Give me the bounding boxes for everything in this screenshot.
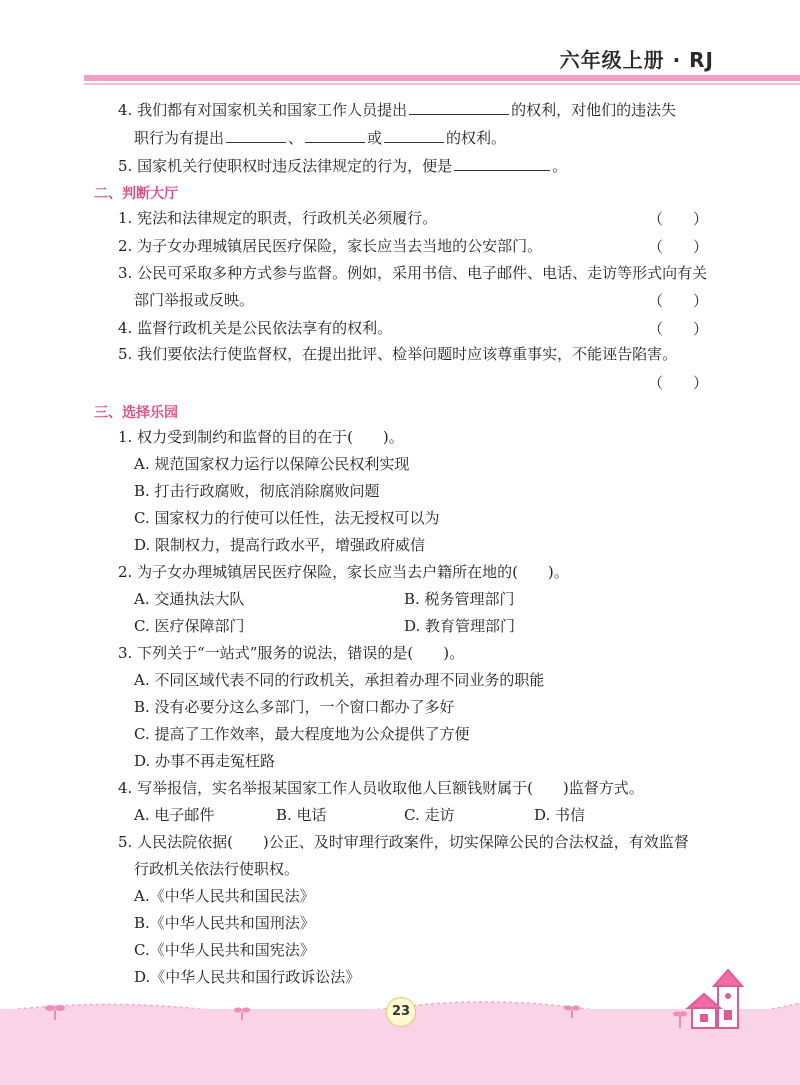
judge-answer-paren-2[interactable]: （ ） <box>647 238 708 256</box>
choice-q2-option-d[interactable]: D. 教育管理部门 <box>404 617 516 635</box>
choice-q3-option-a[interactable]: A. 不同区域代表不同的行政机关，承担着办理不同业务的职能 <box>134 671 545 689</box>
choice-q1-option-b[interactable]: B. 打击行政腐败，彻底消除腐败问题 <box>134 482 380 500</box>
sprout-icon <box>230 1004 254 1020</box>
fill-q4-line1 <box>118 98 676 120</box>
choice-q1-option-c[interactable]: C. 国家权力的行使可以任性，法无授权可以为 <box>134 509 440 527</box>
fill-q5-text-b: 。 <box>552 157 568 175</box>
choice-q4-option-d[interactable]: D. 书信 <box>534 806 586 824</box>
choice-q4-option-b[interactable]: B. 电话 <box>276 806 327 824</box>
header-divider-thin <box>84 83 800 85</box>
choice-q3-option-d[interactable]: D. 办事不再走冤枉路 <box>134 752 276 770</box>
fill-q4-text-a: 4. 我们都有对国家机关和国家工作人员提出 <box>118 101 408 119</box>
fill-q4-text-d: 的权利。 <box>446 129 507 147</box>
choice-q4-stem: 4. 写举报信，实名举报某国家工作人员收取他人巨额钱财属于( )监督方式。 <box>118 779 644 797</box>
answer-blank[interactable] <box>305 126 365 143</box>
page-header-title: 六年级上册 · RJ <box>559 48 714 72</box>
judge-item-5: 5. 我们要依法行使监督权，在提出批评、检举问题时应该尊重事实，不能诬告陷害。 <box>118 345 678 363</box>
fill-q4-sep2: 或 <box>367 129 383 147</box>
fill-q5-text-a: 5. 国家机关行使职权时违反法律规定的行为，便是 <box>118 157 453 175</box>
judge-answer-paren-3[interactable]: （ ） <box>647 292 708 310</box>
choice-q2-option-a[interactable]: A. 交通执法大队 <box>134 590 245 608</box>
judge-answer-paren-4[interactable]: （ ） <box>647 320 708 338</box>
choice-q2-stem: 2. 为子女办理城镇居民医疗保险，家长应当去户籍所在地的( )。 <box>118 563 569 581</box>
house-tower-icon <box>672 966 752 1036</box>
choice-q2-option-b[interactable]: B. 税务管理部门 <box>404 590 515 608</box>
section-title-choice: 三、选择乐园 <box>94 405 178 421</box>
answer-blank[interactable] <box>409 98 509 115</box>
choice-q3-stem: 3. 下列关于“一站式”服务的说法，错误的是( )。 <box>118 644 465 662</box>
choice-q1-option-d[interactable]: D. 限制权力，提高行政水平，增强政府威信 <box>134 536 426 554</box>
header-divider <box>84 75 800 81</box>
choice-q4-option-a[interactable]: A. 电子邮件 <box>134 806 215 824</box>
answer-blank[interactable] <box>454 154 550 171</box>
choice-q1-option-a[interactable]: A. 规范国家权力运行以保障公民权利实现 <box>134 455 410 473</box>
choice-q2-option-c[interactable]: C. 医疗保障部门 <box>134 617 245 635</box>
fill-q5-line <box>118 154 567 176</box>
choice-q5-option-d[interactable]: D.《中华人民共和国行政诉讼法》 <box>134 968 361 986</box>
choice-q1-stem: 1. 权力受到制约和监督的目的在于( )。 <box>118 428 404 446</box>
sprout-icon <box>40 1000 70 1020</box>
judge-item-1: 1. 宪法和法律规定的职责，行政机关必须履行。 <box>118 209 438 227</box>
judge-item-4: 4. 监督行政机关是公民依法享有的权利。 <box>118 319 393 337</box>
page-number: 23 <box>386 997 416 1027</box>
fill-q4-line2 <box>134 126 506 148</box>
section-title-judgement: 二、判断大厅 <box>94 186 178 202</box>
answer-blank[interactable] <box>384 126 444 143</box>
judge-answer-paren-1[interactable]: （ ） <box>647 210 708 228</box>
choice-q4-option-c[interactable]: C. 走访 <box>404 806 455 824</box>
judge-item-2: 2. 为子女办理城镇居民医疗保险，家长应当去当地的公安部门。 <box>118 237 543 255</box>
judge-answer-paren-5[interactable]: （ ） <box>647 374 708 392</box>
choice-q3-option-b[interactable]: B. 没有必要分这么多部门，一个窗口都办了多好 <box>134 698 455 716</box>
judge-item-3-cont: 部门举报或反映。 <box>134 291 255 309</box>
fill-q4-text-c: 职行为有提出 <box>134 129 225 147</box>
fill-q4-sep1: 、 <box>288 129 304 147</box>
answer-blank[interactable] <box>226 126 286 143</box>
judge-item-3: 3. 公民可采取多种方式参与监督。例如，采用书信、电子邮件、电话、走访等形式向有关 <box>118 264 708 282</box>
choice-q3-option-c[interactable]: C. 提高了工作效率，最大程度地为公众提供了方便 <box>134 725 470 743</box>
choice-q5-option-c[interactable]: C.《中华人民共和国宪法》 <box>134 941 315 959</box>
choice-q5-option-a[interactable]: A.《中华人民共和国民法》 <box>134 887 315 905</box>
choice-q5-stem-line2: 行政机关依法行使职权。 <box>134 860 300 878</box>
choice-q5-option-b[interactable]: B.《中华人民共和国刑法》 <box>134 914 315 932</box>
sprout-icon <box>560 1002 584 1018</box>
choice-q5-stem-line1: 5. 人民法院依据( )公正、及时审理行政案件，切实保障公民的合法权益，有效监督 <box>118 833 689 851</box>
fill-q4-text-b: 的权利，对他们的违法失 <box>511 101 677 119</box>
